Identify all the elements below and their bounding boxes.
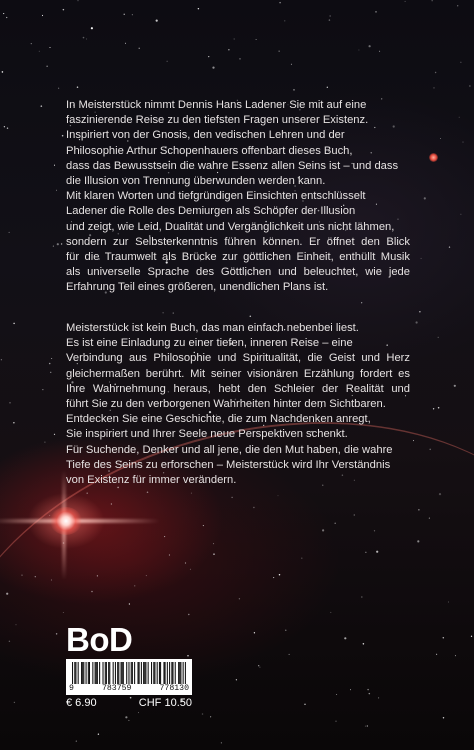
star <box>61 243 62 244</box>
barcode-bar <box>172 662 173 684</box>
blurb-paragraph-2 <box>66 321 410 488</box>
barcode-bar <box>169 662 170 684</box>
blurb-line: Entdecken Sie eine Geschichte, die zum Nachdenken anregt, <box>66 413 371 426</box>
star <box>460 214 461 215</box>
blurb-line: führt Sie zu den verborgenen Wahrheiten hinter dem Sichtbaren. <box>66 398 386 411</box>
star <box>3 13 4 14</box>
star <box>234 38 235 39</box>
blurb-line: Inspiriert von der Gnosis, den vedischen Lehren und der <box>66 129 345 142</box>
star <box>56 190 57 191</box>
barcode-bar <box>109 662 110 684</box>
blurb-line: Mit klaren Worten und tiefgründigen Einsichten entschlüsselt <box>66 190 366 203</box>
star <box>293 89 294 90</box>
barcode-bars <box>72 662 186 684</box>
star <box>435 72 436 73</box>
barcode-bar <box>179 662 180 684</box>
price-eur: € 6.90 <box>66 697 97 709</box>
barcode-bar <box>171 662 172 684</box>
barcode-bar <box>86 662 87 684</box>
blurb-line: von Existenz für immer verändern. <box>66 474 237 487</box>
star <box>31 43 32 44</box>
barcode-bar <box>128 662 129 684</box>
star <box>39 51 40 52</box>
blurb-line: die Illusion von Trennung überwunden werden kann. <box>66 175 326 188</box>
star <box>139 48 140 49</box>
star <box>369 45 371 47</box>
star <box>9 232 10 233</box>
star <box>156 20 158 22</box>
star <box>440 138 441 139</box>
star <box>83 37 85 39</box>
barcode-bar <box>108 662 109 684</box>
star <box>279 2 281 4</box>
barcode-bar <box>159 662 160 684</box>
star <box>50 372 51 373</box>
star <box>63 9 65 11</box>
barcode-bar <box>178 662 179 684</box>
star <box>198 8 199 9</box>
star <box>57 243 59 245</box>
star <box>125 43 126 44</box>
barcode-bar <box>123 662 124 684</box>
barcode-digit-group: 9 <box>69 684 74 693</box>
star <box>454 385 456 387</box>
star <box>419 311 420 312</box>
star <box>327 87 328 88</box>
star <box>51 358 52 359</box>
star <box>438 337 439 338</box>
star <box>433 408 434 409</box>
red-lens-flare <box>50 507 82 535</box>
blurb-line: Für Suchende, Denker und all jene, die den Mut haben, die wahre <box>66 443 393 456</box>
barcode-bar <box>92 662 93 684</box>
star <box>9 402 11 404</box>
barcode-bar <box>137 662 138 684</box>
barcode-bar <box>105 662 106 684</box>
price-chf: CHF 10.50 <box>138 697 192 709</box>
star <box>42 389 43 390</box>
star <box>167 61 168 62</box>
blurb-line: Ladener die Rolle des Demiurgen als Schöpfer der Illusion <box>66 205 356 218</box>
barcode-bar <box>165 662 166 684</box>
barcode-bar <box>148 662 149 684</box>
star <box>6 17 7 18</box>
barcode-bar <box>139 662 140 684</box>
barcode-bar <box>143 662 144 684</box>
barcode-bar <box>154 662 155 684</box>
blurb-line: Erfahrung Teil eines größeren, unendlichen Plans ist. <box>66 281 329 294</box>
star <box>228 49 229 50</box>
barcode-bar <box>118 662 119 684</box>
star <box>256 39 257 40</box>
blurb-line: faszinierende Reise zu den tiefsten Fragen unserer Existenz. <box>66 114 369 127</box>
star <box>459 117 460 118</box>
star <box>77 86 79 88</box>
barcode-bar <box>185 662 186 684</box>
star <box>462 142 463 143</box>
star <box>41 105 43 107</box>
barcode-digit-group: 778130 <box>159 684 189 693</box>
barcode-bar <box>183 662 184 684</box>
barcode-bar <box>180 662 181 684</box>
star <box>124 14 125 15</box>
barcode-bar <box>126 662 127 684</box>
star <box>433 87 434 88</box>
star <box>291 64 292 65</box>
star <box>49 47 50 48</box>
star <box>449 246 450 247</box>
red-star <box>429 153 438 162</box>
barcode-bar <box>95 662 96 684</box>
barcode-bar <box>122 662 123 684</box>
star <box>250 315 252 317</box>
barcode-bar <box>131 662 132 684</box>
star <box>457 5 458 6</box>
blurb-line: In Meisterstück nimmt Dennis Hans Ladener Sie mit auf eine <box>66 99 367 111</box>
blurb-line: sondern zur Selbsterkenntnis führen können. Er öffnet den Blick <box>66 235 410 248</box>
barcode-bar <box>160 662 161 684</box>
barcode-bar <box>78 662 79 684</box>
star <box>279 51 280 52</box>
blurb-line: gleichermaßen berührt. Mit seiner visionären Erzählung fordert es <box>66 367 410 380</box>
star <box>42 15 43 16</box>
star <box>330 16 331 17</box>
blurb-line: für die Traumwelt als Brücke zur göttlichen Einheit, enthüllt Musik <box>66 251 410 264</box>
barcode-bar <box>89 662 90 684</box>
star <box>54 434 55 435</box>
star <box>329 19 330 20</box>
star <box>212 67 214 69</box>
barcode-bar <box>153 662 154 684</box>
barcode-bar <box>163 662 164 684</box>
star <box>47 66 48 67</box>
star <box>432 0 433 1</box>
blurb-line: Meisterstück ist kein Buch, das man einfach nebenbei liest. <box>66 322 359 334</box>
star <box>53 246 54 247</box>
barcode-bar <box>82 662 83 684</box>
star <box>375 11 376 12</box>
blurb-line: Es ist eine Einladung zu einer tiefen, inneren Reise – eine <box>66 337 353 350</box>
blurb-line: Philosophie Arthur Schopenhauers offenbart dieses Buch, <box>66 144 353 157</box>
star <box>7 127 8 128</box>
barcode-bar <box>75 662 76 684</box>
blurb-line: dass das Bewusstsein die wahre Essenz allen Seins ist – und dass <box>66 159 399 172</box>
star <box>379 51 380 52</box>
barcode-bar <box>144 662 145 684</box>
star <box>284 20 285 21</box>
star <box>405 1 406 2</box>
blurb-line: Tiefe des Seins zu erforschen – Meisterstück wird Ihr Verständnis <box>66 458 391 471</box>
star <box>424 197 426 199</box>
blurb-line: Verbindung aus Philosophie und Spiritualität, die Geist und Herz <box>66 352 410 365</box>
star <box>49 363 51 365</box>
star <box>132 14 133 15</box>
blurb-line: Ihre Wahrnehmung heraus, hebt den Schleier der Realität und <box>66 382 410 395</box>
star <box>91 27 93 29</box>
star <box>78 0 79 1</box>
star <box>460 62 461 63</box>
star <box>1 359 2 360</box>
isbn-barcode <box>66 659 192 695</box>
barcode-bar <box>151 662 152 684</box>
star <box>469 85 470 86</box>
barcode-bar <box>134 662 135 684</box>
barcode-bar <box>167 662 168 684</box>
blurb-line: und zeigt, wie Leid, Dualität und Vergänglichkeit uns nicht lähmen, <box>66 220 395 233</box>
barcode-digit-group: 783759 <box>101 684 132 693</box>
blurb-line: Sie inspiriert und Ihrer Seele neue Perspektiven schenkt. <box>66 428 348 441</box>
barcode-bar <box>102 662 103 684</box>
barcode-number <box>66 684 192 693</box>
barcode-bar <box>113 662 114 684</box>
barcode-bar <box>81 662 82 684</box>
barcode-bar <box>175 662 176 684</box>
star <box>416 321 418 323</box>
star <box>4 126 5 127</box>
barcode-bar <box>99 662 100 684</box>
star <box>13 422 14 423</box>
star <box>358 49 359 50</box>
barcode-bar <box>83 662 84 684</box>
barcode-bar <box>141 662 142 684</box>
price-line <box>66 697 192 709</box>
star <box>173 313 174 314</box>
barcode-bar <box>96 662 97 684</box>
barcode-bar <box>145 662 146 684</box>
barcode-bar <box>74 662 75 684</box>
barcode-bar <box>115 662 116 684</box>
blurb-paragraph-1 <box>66 98 410 296</box>
star <box>2 71 4 73</box>
star <box>58 88 59 89</box>
barcode-bar <box>88 662 89 684</box>
barcode-bar <box>132 662 133 684</box>
barcode-bar <box>117 662 118 684</box>
star <box>438 407 440 409</box>
barcode-bar <box>97 662 98 684</box>
star <box>54 165 55 166</box>
star <box>86 39 87 40</box>
barcode-bar <box>121 662 122 684</box>
star <box>44 441 45 442</box>
star <box>361 302 362 303</box>
star <box>62 135 64 137</box>
star <box>239 58 240 59</box>
star <box>208 56 209 57</box>
star <box>13 323 15 325</box>
blurb-line: als universelle Sprache des Göttlichen und beleuchtet, wie jede <box>66 266 410 279</box>
barcode-bar <box>72 662 73 684</box>
star <box>162 312 163 313</box>
publisher-logo: BoD <box>66 621 133 658</box>
barcode-bar <box>106 662 107 684</box>
star <box>421 258 422 259</box>
barcode-bar <box>157 662 158 684</box>
